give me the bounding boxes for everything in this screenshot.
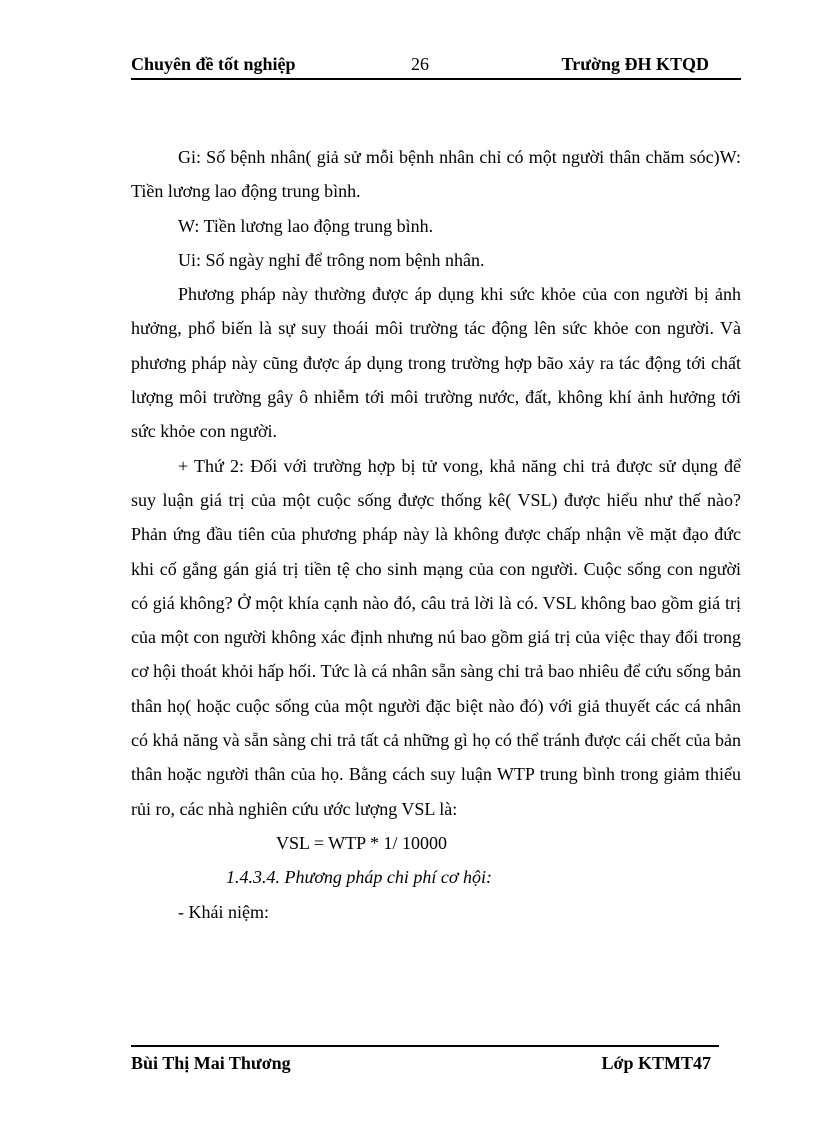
footer-class: Lớp KTMT47: [601, 1053, 711, 1073]
paragraph-gi-definition: Gi: Số bệnh nhân( giả sử mỗi bệnh nhân chỉ có một người thân chăm sóc)W: Tiền lương lao động trung bình.: [131, 147, 741, 202]
page-number: 26: [411, 54, 429, 74]
page-footer: [131, 1045, 719, 1081]
page-body: [131, 140, 741, 929]
footer-author: Bùi Thị Mai Thương: [131, 1053, 291, 1073]
page-header: [131, 52, 741, 80]
paragraph-ui-definition: Ui: Số ngày nghỉ để trông nom bệnh nhân.: [178, 249, 485, 270]
section-subheading: 1.4.3.4. Phương pháp chi phí cơ hội:: [226, 867, 493, 888]
vsl-formula: VSL = WTP * 1/ 10000: [276, 832, 447, 853]
header-document-type: Chuyên đề tốt nghiệp: [131, 54, 296, 74]
paragraph-concept: - Khái niệm:: [178, 901, 269, 922]
paragraph-w-definition: W: Tiền lương lao động trung bình.: [178, 215, 434, 236]
paragraph-vsl-explanation: + Thứ 2: Đối với trường hợp bị tử vong, khả năng chi trả được sử dụng để suy luận giá trị của một cuộc sống được thống kê( VSL) được hiểu như thế nào? Phản ứng đầu tiên của phương pháp này là không được chấp nhận về mặt đạo đức khi cố gắng gán giá trị tiền tệ cho sinh mạng của con người. Cuộc sống con người có giá không? Ở một khía cạnh nào đó, câu trả lời là có. VSL không bao gồm giá trị của một con người không xác định nhưng nú bao gồm giá trị của việc thay đổi trong cơ hội thoát khỏi hấp hối. Tức là cá nhân sẵn sàng chi trả bao nhiêu để cứu sống bản thân họ( hoặc cuộc sống của một người đặc biệt nào đó) với giả thuyết các cá nhân có khả năng và sẵn sàng chi trả tất cả những gì họ có thể tránh được cái chết của bản thân hoặc người thân của họ. Bằng cách suy luận WTP trung bình trong giảm thiểu rủi ro, các nhà nghiên cứu ước lượng VSL là:: [131, 455, 741, 819]
header-university: Trường ĐH KTQD: [561, 54, 709, 74]
paragraph-method-application: Phương pháp này thường được áp dụng khi sức khỏe của con người bị ảnh hưởng, phổ biến là sự suy thoái môi trường tác động lên sức khỏe con người. Và phương pháp này cũng được áp dụng trong trường hợp bão xảy ra tác động tới chất lượng môi trường gây ô nhiễm tới môi trường nước, đất, không khí ảnh hưởng tới sức khỏe con người.: [131, 284, 741, 442]
